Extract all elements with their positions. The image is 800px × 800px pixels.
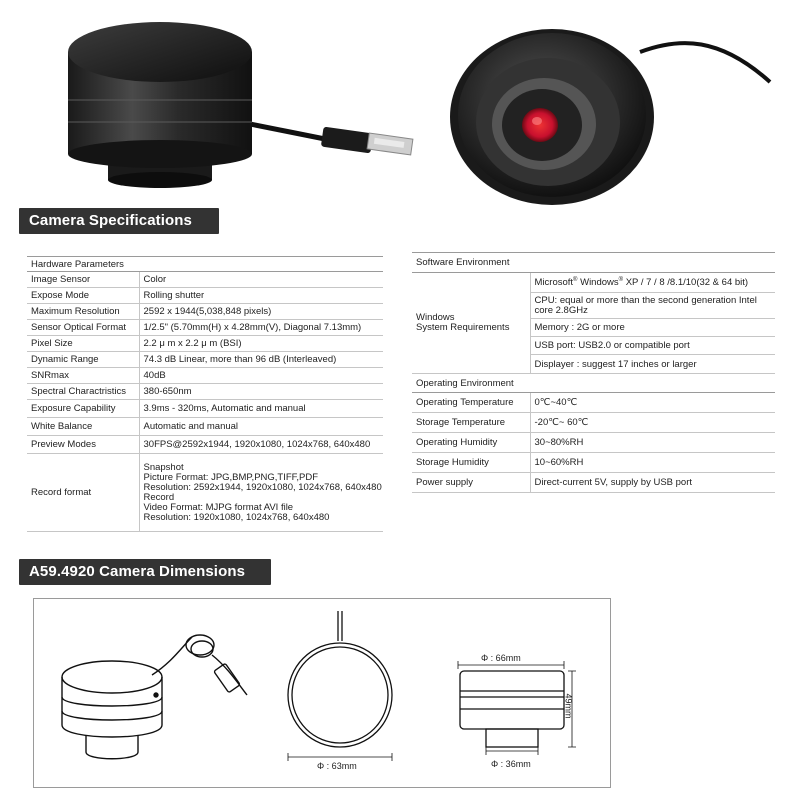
camera-front-drawing	[284, 607, 394, 782]
record-line: Picture Format: JPG,BMP,PNG,TIFF,PDF	[143, 471, 319, 483]
table-row	[27, 436, 383, 454]
spec-label: SNRmax	[27, 368, 139, 384]
spec-label: Record format	[27, 454, 139, 532]
spec-value: 40dB	[139, 368, 383, 384]
camera-dimensions-header	[19, 559, 271, 585]
spec-label: Preview Modes	[27, 436, 139, 454]
cpu-line: CPU: equal or more than the second generation Intel	[534, 294, 757, 306]
spec-label: Pixel Size	[27, 336, 139, 352]
spec-value: 2.2 μ m x 2.2 μ m (BSI)	[139, 336, 383, 352]
record-line: Resolution: 1920x1080, 1024x768, 640x480	[143, 511, 330, 523]
system-label-line: Windows	[416, 312, 455, 323]
table-row	[27, 368, 383, 384]
spec-label: Spectral Charactristics	[27, 384, 139, 400]
table-row	[27, 288, 383, 304]
table-row	[27, 304, 383, 320]
spec-value: 30FPS@2592x1944, 1920x1080, 1024x768, 640x480	[139, 436, 383, 454]
os-requirement	[530, 273, 775, 293]
spec-label: White Balance	[27, 418, 139, 436]
display-requirement: Displayer : suggest 17 inches or larger	[530, 355, 775, 374]
table-row	[27, 418, 383, 436]
camera-specifications-header	[19, 208, 219, 234]
section-title: Camera Specifications	[29, 212, 192, 229]
registered-mark: ®	[573, 277, 578, 283]
record-format-value	[139, 454, 383, 532]
table-row	[412, 473, 775, 493]
env-value: 10~60%RH	[530, 453, 775, 473]
front-diameter-label: Φ : 63mm	[317, 761, 357, 771]
table-row	[27, 400, 383, 418]
record-line: Video Format: MJPG format AVI file	[143, 501, 294, 513]
cpu-requirement	[530, 293, 775, 319]
software-environment-table	[412, 252, 775, 493]
os-prefix: Microsoft	[534, 277, 574, 288]
memory-requirement: Memory : 2G or more	[530, 319, 775, 337]
table-row	[27, 352, 383, 368]
spec-label: Image Sensor	[27, 272, 139, 288]
table-row	[412, 433, 775, 453]
env-value: 30~80%RH	[530, 433, 775, 453]
software-header: Software Environment	[412, 253, 775, 273]
cpu-line: core 2.8GHz	[534, 304, 588, 316]
spec-value: 74.3 dB Linear, more than 96 dB (Interleaved)	[139, 352, 383, 368]
record-line: Record	[143, 491, 175, 503]
spec-value: 3.9ms - 320ms, Automatic and manual	[139, 400, 383, 418]
spec-value: 2592 x 1944(5,038,848 pixels)	[139, 304, 383, 320]
section-title: A59.4920 Camera Dimensions	[29, 563, 246, 580]
table-row	[412, 393, 775, 413]
spec-value: Automatic and manual	[139, 418, 383, 436]
camera-front-photo	[440, 12, 780, 212]
env-label: Operating Humidity	[412, 433, 530, 453]
env-label: Power supply	[412, 473, 530, 493]
hardware-parameters-table	[27, 256, 383, 532]
os-suffix: XP / 7 / 8 /8.1/10(32 & 64 bit)	[623, 277, 749, 288]
table-row	[27, 336, 383, 352]
spec-label: Exposure Capability	[27, 400, 139, 418]
height-label: 49mm	[563, 693, 574, 719]
spec-label: Sensor Optical Format	[27, 320, 139, 336]
spec-value: Color	[139, 272, 383, 288]
env-label: Storage Temperature	[412, 413, 530, 433]
env-label: Operating Temperature	[412, 393, 530, 413]
env-value: -20℃~ 60℃	[530, 413, 775, 433]
table-row	[412, 453, 775, 473]
camera-side-photo	[40, 12, 440, 212]
bottom-diameter-label: Φ : 36mm	[491, 759, 531, 769]
table-row	[27, 384, 383, 400]
record-line: Resolution: 2592x1944, 1920x1080, 1024x768, 640x480	[143, 481, 382, 493]
system-requirements-label	[412, 273, 530, 374]
env-value: 0℃~40℃	[530, 393, 775, 413]
table-row	[27, 320, 383, 336]
operating-header: Operating Environment	[412, 374, 775, 393]
spec-value: 1/2.5" (5.70mm(H) x 4.28mm(V), Diagonal 7.13mm)	[139, 320, 383, 336]
env-value: Direct-current 5V, supply by USB port	[530, 473, 775, 493]
table-row	[27, 454, 383, 532]
spec-value: Rolling shutter	[139, 288, 383, 304]
table-row	[27, 272, 383, 288]
table-row	[412, 413, 775, 433]
camera-isometric-drawing	[42, 607, 252, 782]
hardware-header: Hardware Parameters	[27, 257, 383, 272]
os-mid: Windows	[577, 277, 619, 288]
top-diameter-label: Φ : 66mm	[481, 653, 521, 663]
spec-label: Maximum Resolution	[27, 304, 139, 320]
record-line: Snapshot	[143, 461, 184, 473]
registered-mark: ®	[618, 277, 624, 283]
table-row	[412, 273, 775, 293]
spec-label: Dynamic Range	[27, 352, 139, 368]
spec-label: Expose Mode	[27, 288, 139, 304]
env-label: Storage Humidity	[412, 453, 530, 473]
spec-value: 380-650nm	[139, 384, 383, 400]
dimensions-drawing-panel	[33, 598, 611, 788]
system-label-line: System Requirements	[416, 322, 510, 333]
usb-requirement: USB port: USB2.0 or compatible port	[530, 337, 775, 355]
